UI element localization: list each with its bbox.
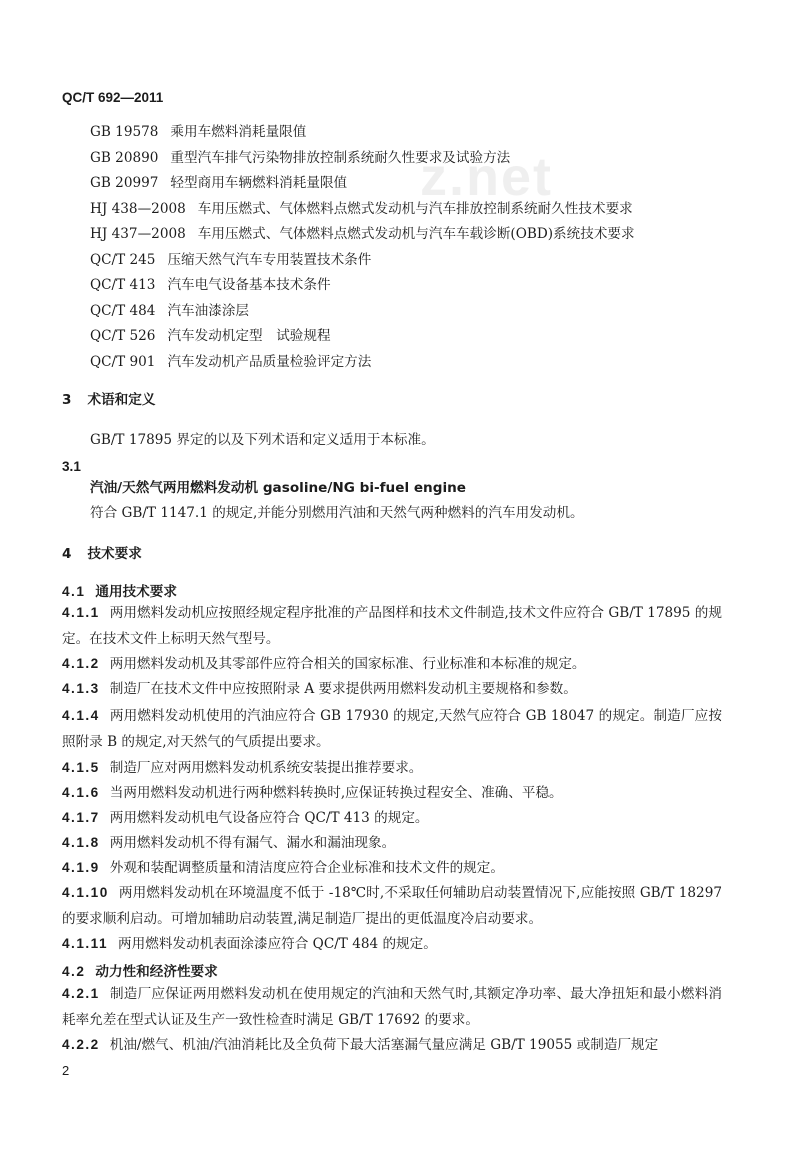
reference-code: GB 20997 [90, 175, 159, 191]
clause-number: 4.1.3 [62, 681, 100, 696]
section-4-heading [62, 542, 722, 562]
clause-4-1-2 [62, 651, 722, 678]
clause-text: 当两用燃料发动机进行两种燃料转换时,应保证转换过程安全、准确、平稳。 [109, 785, 563, 801]
reference-title: 车用压燃式、气体燃料点燃式发动机与汽车车载诊断(OBD)系统技术要求 [197, 226, 635, 242]
reference-code: HJ 437—2008 [90, 226, 186, 242]
clause-4-1-11 [62, 931, 722, 958]
clause-number: 4.1.7 [62, 810, 100, 825]
term-number: 3.1 [62, 459, 81, 474]
reference-code: GB 19578 [90, 124, 159, 140]
subsection-title: 动力性和经济性要求 [95, 964, 218, 980]
subsection-title: 通用技术要求 [95, 584, 177, 600]
reference-item [90, 120, 635, 146]
subsection-number: 4.1 [62, 584, 86, 599]
reference-title: 汽车油漆涂层 [167, 302, 250, 319]
clause-text: 两用燃料发动机电气设备应符合 QC/T 413 的规定。 [109, 810, 429, 826]
clause-number: 4.1.5 [62, 760, 100, 775]
reference-code: GB 20890 [90, 149, 159, 166]
clause-4-1-3 [62, 676, 722, 703]
clause-4-1-4 [62, 703, 722, 755]
standard-header: QC/T 692—2011 [62, 90, 164, 105]
clause-4-2-1 [62, 981, 722, 1033]
section-title: 术语和定义 [87, 392, 156, 408]
reference-item [90, 197, 635, 223]
reference-title: 汽车电气设备基本技术条件 [167, 277, 331, 293]
clause-text: 两用燃料发动机在环境温度不低于 -18℃时,不采取任何辅助启动装置情况下,应能按照 GB/T 18297 的要求顺利启动。可增加辅助启动装置,满足制造厂提出的更低温度冷启动要求。 [62, 885, 722, 927]
clause-4-1-8 [62, 830, 722, 857]
reference-code: QC/T 413 [90, 277, 156, 293]
clause-number: 4.1.4 [62, 708, 100, 723]
clause-4-1-9 [62, 855, 722, 882]
reference-item [90, 146, 635, 172]
clause-4-1-10 [62, 880, 722, 932]
term-title: 汽油/天然气两用燃料发动机 gasoline/NG bi-fuel engine [90, 480, 467, 496]
clause-number: 4.1.2 [62, 656, 100, 671]
clause-4-1-5 [62, 755, 722, 782]
section-3-heading [62, 388, 722, 408]
reference-title: 汽车发动机定型 试验规程 [167, 328, 331, 344]
clause-text: 外观和装配调整质量和清洁度应符合企业标准和技术文件的规定。 [109, 860, 504, 876]
reference-code: QC/T 484 [90, 302, 156, 319]
section-number: 4 [62, 546, 72, 562]
normative-references-list [90, 120, 635, 375]
reference-title: 汽车发动机产品质量检验评定方法 [167, 353, 372, 370]
reference-title: 重型汽车排气污染物排放控制系统耐久性要求及试验方法 [170, 149, 511, 166]
reference-title: 乘用车燃料消耗量限值 [170, 124, 307, 140]
term-definition: 符合 GB/T 1147.1 的规定,并能分别燃用汽油和天然气两种燃料的汽车用发动机。 [90, 505, 584, 521]
clause-number: 4.1.8 [62, 835, 100, 850]
reference-item [90, 299, 635, 325]
reference-code: QC/T 526 [90, 328, 156, 344]
clause-number: 4.2.2 [62, 1037, 100, 1052]
page-number: 2 [62, 1063, 70, 1078]
clause-4-1-7 [62, 805, 722, 832]
reference-code: QC/T 901 [90, 353, 156, 370]
section-title: 技术要求 [87, 546, 142, 562]
watermark: z.net [420, 147, 554, 207]
reference-item [90, 248, 635, 274]
clause-number: 4.1.1 [62, 605, 100, 620]
clause-4-1-1 [62, 600, 722, 652]
section-3-intro: GB/T 17895 界定的以及下列术语和定义适用于本标准。 [90, 432, 435, 448]
clause-text: 两用燃料发动机表面涂漆应符合 QC/T 484 的规定。 [118, 936, 437, 952]
reference-item [90, 350, 635, 376]
clause-number: 4.1.6 [62, 785, 100, 800]
section-number: 3 [62, 392, 72, 408]
clause-text: 制造厂应对两用燃料发动机系统安装提出推荐要求。 [109, 760, 423, 776]
clause-number: 4.1.9 [62, 860, 100, 875]
reference-title: 车用压燃式、气体燃料点燃式发动机与汽车排放控制系统耐久性技术要求 [197, 200, 633, 217]
clause-4-2-2 [62, 1032, 722, 1059]
clause-number: 4.1.10 [62, 885, 109, 900]
reference-item [90, 324, 635, 350]
clause-text: 制造厂应保证两用燃料发动机在使用规定的汽油和天然气时,其额定净功率、最大净扭矩和最小燃料消耗率允差在型式认证及生产一致性检查时满足 GB/T 17692 的要求。 [62, 986, 722, 1028]
subsection-4-2-heading [62, 960, 722, 980]
reference-title: 压缩天然气汽车专用装置技术条件 [167, 251, 372, 268]
clause-text: 两用燃料发动机使用的汽油应符合 GB 17930 的规定,天然气应符合 GB 18047 的规定。制造厂应按照附录 B 的规定,对天然气的气质提出要求。 [62, 708, 722, 750]
reference-item [90, 273, 635, 299]
reference-code: QC/T 245 [90, 251, 156, 268]
clause-text: 制造厂在技术文件中应按照附录 A 要求提供两用燃料发动机主要规格和参数。 [109, 681, 577, 697]
reference-title: 轻型商用车辆燃料消耗量限值 [170, 175, 348, 191]
reference-item [90, 222, 635, 248]
clause-number: 4.1.11 [62, 936, 109, 951]
reference-code: HJ 438—2008 [90, 200, 186, 217]
subsection-4-1-heading [62, 580, 722, 600]
reference-item [90, 171, 635, 197]
subsection-number: 4.2 [62, 964, 86, 979]
clause-text: 机油/燃气、机油/汽油消耗比及全负荷下最大活塞漏气量应满足 GB/T 19055 或制造厂规定 [109, 1037, 659, 1053]
clause-text: 两用燃料发动机及其零部件应符合相关的国家标准、行业标准和本标准的规定。 [109, 656, 586, 672]
clause-text: 两用燃料发动机不得有漏气、漏水和漏油现象。 [109, 835, 396, 851]
clause-4-1-6 [62, 780, 722, 807]
clause-text: 两用燃料发动机应按照经规定程序批准的产品图样和技术文件制造,技术文件应符合 GB/T 17895 的规定。在技术文件上标明天然气型号。 [62, 605, 722, 647]
clause-number: 4.2.1 [62, 986, 100, 1001]
